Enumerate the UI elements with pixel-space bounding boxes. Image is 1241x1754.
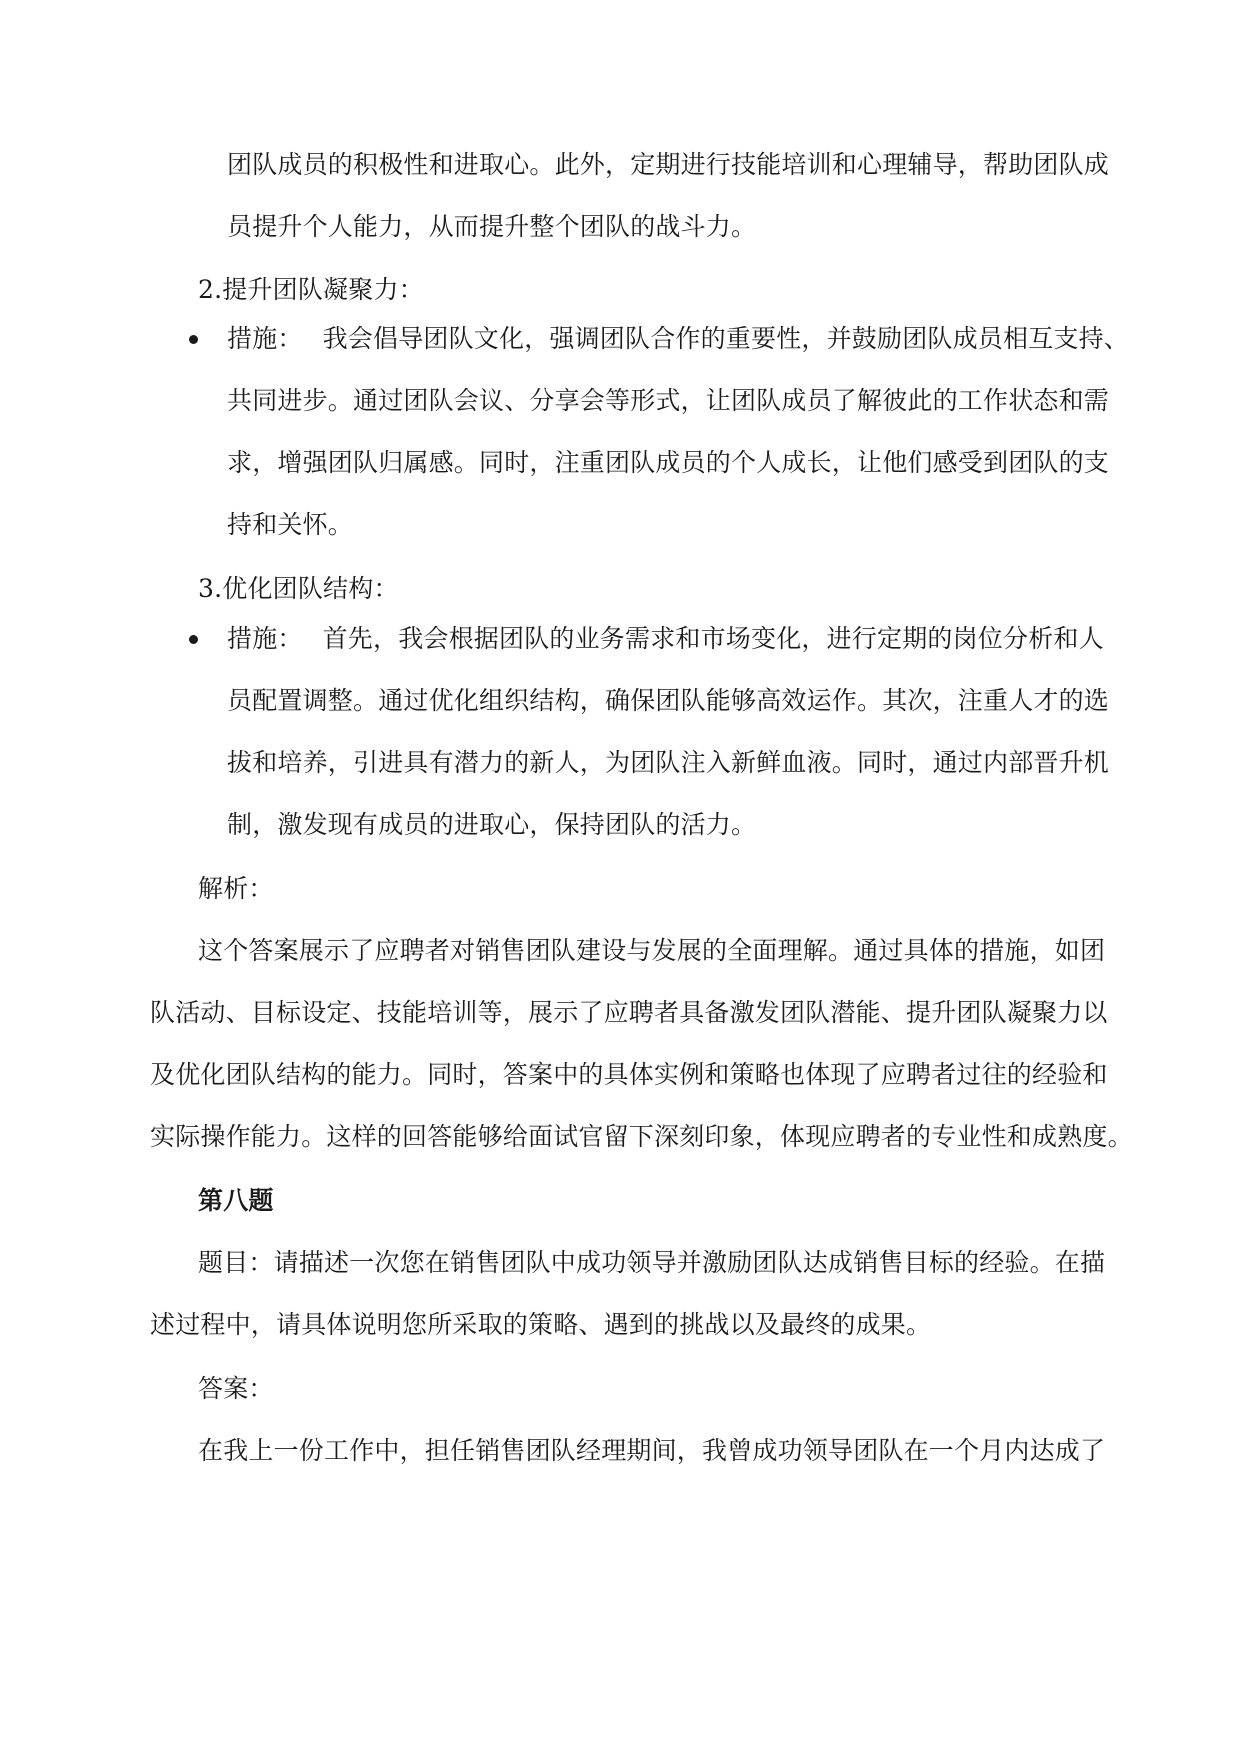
point-2-heading: 2.提升团队凝聚力： bbox=[198, 275, 424, 304]
analysis-text-line: 实际操作能力。这样的回答能够给面试官留下深刻印象，体现应聘者的专业性和成熟度。 bbox=[150, 1122, 1133, 1151]
analysis-text-line: 队活动、目标设定、技能培训等，展示了应聘者具备激发团队潜能、提升团队凝聚力以 bbox=[150, 998, 1108, 1027]
point-3-heading: 3.优化团队结构： bbox=[198, 574, 399, 603]
bullet-text-line: 员配置调整。通过优化组织结构，确保团队能够高效运作。其次，注重人才的选 bbox=[227, 686, 1110, 715]
point-3-bullet-first-line bbox=[227, 622, 1104, 656]
bullet-text: 我会倡导团队文化，强调团队合作的重要性，并鼓励团队成员相互支持、 bbox=[322, 324, 1130, 353]
bullet-text-line: 持和关怀。 bbox=[227, 510, 354, 539]
question-text-line: 题目：请描述一次您在销售团队中成功领导并激励团队达成销售目标的经验。在描 bbox=[198, 1248, 1106, 1277]
point-2-bullet-first-line bbox=[227, 322, 1129, 356]
question-text-line: 述过程中，请具体说明您所采取的策略、遇到的挑战以及最终的成果。 bbox=[150, 1310, 932, 1339]
bullet-label: 措施： bbox=[227, 324, 303, 353]
question-8-title: 第八题 bbox=[198, 1186, 274, 1215]
bullet-label: 措施： bbox=[227, 624, 303, 653]
bullet-text-line: 制，激发现有成员的进取心，保持团队的活力。 bbox=[227, 810, 757, 839]
analysis-text-line: 这个答案展示了应聘者对销售团队建设与发展的全面理解。通过具体的措施，如团 bbox=[198, 936, 1106, 965]
bullet-text: 首先，我会根据团队的业务需求和市场变化，进行定期的岗位分析和人 bbox=[322, 624, 1104, 653]
body-text-line: 团队成员的积极性和进取心。此外，定期进行技能培训和心理辅导，帮助团队成 bbox=[227, 150, 1110, 179]
bullet-text-line: 共同进步。通过团队会议、分享会等形式，让团队成员了解彼此的工作状态和需 bbox=[227, 386, 1110, 415]
answer-text-line: 在我上一份工作中，担任销售团队经理期间，我曾成功领导团队在一个月内达成了 bbox=[198, 1436, 1106, 1465]
bullet-dot-icon bbox=[189, 635, 198, 644]
analysis-text-line: 及优化团队结构的能力。同时，答案中的具体实例和策略也体现了应聘者过往的经验和 bbox=[150, 1060, 1108, 1089]
analysis-heading: 解析： bbox=[198, 874, 274, 903]
bullet-dot-icon bbox=[189, 335, 198, 344]
bullet-text-line: 求，增强团队归属感。同时，注重团队成员的个人成长，让他们感受到团队的支 bbox=[227, 448, 1110, 477]
bullet-text-line: 拔和培养，引进具有潜力的新人，为团队注入新鲜血液。同时，通过内部晋升机 bbox=[227, 748, 1110, 777]
body-text-line: 员提升个人能力，从而提升整个团队的战斗力。 bbox=[227, 212, 757, 241]
answer-heading: 答案： bbox=[198, 1374, 274, 1403]
